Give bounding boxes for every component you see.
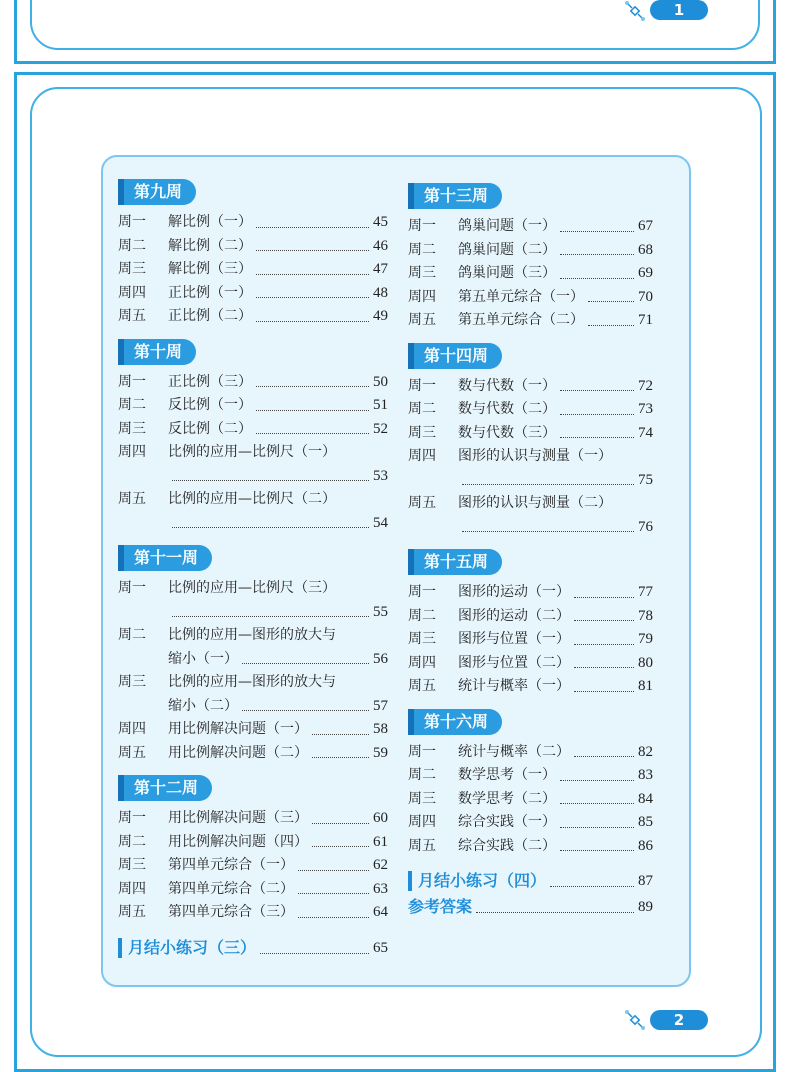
entry-title: 统计与概率（一） — [458, 678, 570, 694]
entry-page: 75 — [638, 471, 653, 488]
section-entry — [118, 935, 388, 961]
entry-day: 周二 — [118, 397, 146, 413]
week-heading: 第十一周 — [118, 545, 212, 571]
entry-title: 鸽巢问题（三） — [458, 265, 556, 281]
week-heading: 第十六周 — [408, 709, 502, 735]
entry-page: 73 — [638, 401, 653, 417]
toc-entry-continued — [118, 465, 388, 489]
entry-page: 81 — [638, 678, 653, 694]
entry-page: 55 — [373, 603, 388, 620]
toc-entry — [118, 441, 388, 465]
toc-entry — [408, 309, 653, 333]
toc-entry — [408, 764, 653, 788]
toc-entry — [408, 422, 653, 446]
entry-day: 周三 — [408, 424, 436, 441]
entry-day: 周五 — [408, 495, 436, 511]
entry-title-line2: 缩小（二） — [168, 697, 238, 714]
entry-day: 周三 — [118, 420, 146, 437]
dot-leader — [574, 667, 634, 668]
dot-leader — [298, 870, 369, 871]
dot-leader — [298, 893, 369, 894]
entry-page: 45 — [373, 214, 388, 230]
entry-day: 周四 — [408, 288, 436, 305]
top-page-number: 1 — [650, 0, 708, 20]
entry-title: 数学思考（一） — [458, 767, 556, 783]
toc-entry — [408, 286, 653, 310]
dot-leader — [550, 886, 634, 887]
dot-leader — [574, 597, 634, 598]
dot-leader — [574, 756, 634, 757]
entry-page: 54 — [373, 514, 388, 531]
entry-title: 鸽巢问题（一） — [458, 218, 556, 234]
entry-page: 48 — [373, 284, 388, 301]
entry-page: 60 — [373, 810, 388, 826]
entry-day: 周一 — [118, 214, 146, 230]
toc-entry — [118, 394, 388, 418]
entry-day: 周三 — [118, 261, 146, 277]
entry-title: 图形的运动（一） — [458, 584, 570, 600]
toc-entry — [408, 652, 653, 676]
section-page: 87 — [638, 873, 653, 889]
toc-entry — [118, 418, 388, 442]
toc-entry — [408, 215, 653, 239]
toc-left-column — [118, 179, 388, 961]
week-heading: 第十二周 — [118, 775, 212, 801]
entry-page: 70 — [638, 288, 653, 305]
entry-day: 周三 — [408, 790, 436, 807]
section-entry — [408, 868, 653, 894]
toc-entry — [118, 577, 388, 601]
section-title: 月结小练习（三） — [128, 937, 257, 957]
toc-entry — [408, 811, 653, 835]
toc-entry — [118, 901, 388, 925]
toc-entry-continued — [118, 695, 388, 719]
entry-page: 64 — [373, 904, 388, 920]
entry-title: 第四单元综合（一） — [168, 857, 294, 873]
toc-entry — [408, 605, 653, 629]
entry-day: 周一 — [408, 218, 436, 234]
week-heading: 第十四周 — [408, 343, 502, 369]
dot-leader — [560, 254, 634, 255]
dot-leader — [256, 433, 369, 434]
entry-page: 51 — [373, 397, 388, 413]
dot-leader — [172, 616, 369, 617]
entry-title: 第五单元综合（二） — [458, 312, 584, 328]
answers-entry — [408, 894, 653, 920]
entry-page: 46 — [373, 237, 388, 254]
dot-leader — [560, 278, 634, 279]
entry-title: 正比例（一） — [168, 284, 252, 301]
entry-page: 84 — [638, 790, 653, 807]
dot-leader — [574, 620, 634, 621]
toc-entry-continued — [118, 648, 388, 672]
dot-leader — [256, 321, 369, 322]
dot-leader — [256, 386, 369, 387]
entry-page: 77 — [638, 584, 653, 600]
entry-title: 用比例解决问题（一） — [168, 721, 308, 737]
entry-title: 正比例（二） — [168, 308, 252, 324]
dot-leader — [256, 227, 369, 228]
entry-page: 56 — [373, 650, 388, 667]
entry-page: 50 — [373, 373, 388, 390]
entry-day: 周三 — [408, 265, 436, 281]
week-heading: 第十三周 — [408, 183, 502, 209]
entry-day: 周五 — [408, 678, 436, 694]
entry-page: 59 — [373, 744, 388, 761]
entry-page: 71 — [638, 312, 653, 328]
entry-page: 68 — [638, 241, 653, 258]
entry-title: 图形的认识与测量（一） — [458, 448, 612, 464]
entry-day: 周五 — [118, 308, 146, 324]
entry-page: 69 — [638, 265, 653, 281]
entry-title: 比例的应用—比例尺（三） — [168, 580, 336, 596]
toc-entry — [408, 262, 653, 286]
entry-title: 解比例（三） — [168, 261, 252, 277]
entry-page: 67 — [638, 218, 653, 234]
entry-page: 78 — [638, 607, 653, 624]
entry-page: 61 — [373, 833, 388, 850]
toc-entry — [118, 807, 388, 831]
toc-entry — [118, 371, 388, 395]
entry-title: 数与代数（二） — [458, 401, 556, 417]
toc-entry — [118, 624, 388, 648]
toc-entry — [118, 718, 388, 742]
section-bar — [118, 938, 122, 958]
entry-day: 周五 — [118, 904, 146, 920]
toc-entry — [408, 492, 653, 516]
entry-title: 比例的应用—图形的放大与 — [168, 674, 336, 690]
dot-leader — [588, 325, 634, 326]
week-heading: 第十五周 — [408, 549, 502, 575]
toc-entry-continued — [408, 516, 653, 540]
toc-entry-continued — [408, 469, 653, 493]
toc-entry — [118, 488, 388, 512]
entry-title: 鸽巢问题（二） — [458, 241, 556, 258]
entry-title: 比例的应用—比例尺（二） — [168, 491, 336, 507]
toc-entry-continued — [118, 601, 388, 625]
dot-leader — [312, 846, 369, 847]
entry-page: 79 — [638, 631, 653, 647]
dot-leader — [560, 414, 634, 415]
week-heading: 第十周 — [118, 339, 196, 365]
toc-entry — [118, 671, 388, 695]
entry-day: 周一 — [118, 580, 146, 596]
answers-page: 89 — [638, 899, 653, 915]
entry-title: 数与代数（三） — [458, 424, 556, 441]
satellite-icon — [624, 1009, 646, 1031]
entry-day: 周四 — [118, 444, 146, 460]
toc-entry — [408, 628, 653, 652]
page-number: 2 — [650, 1010, 708, 1030]
dot-leader — [560, 390, 634, 391]
entry-day: 周三 — [118, 674, 146, 690]
entry-title: 正比例（三） — [168, 373, 252, 390]
dot-leader — [560, 231, 634, 232]
entry-day: 周四 — [408, 814, 436, 830]
entry-page: 76 — [638, 518, 653, 535]
section-page: 65 — [373, 939, 388, 956]
entry-page: 47 — [373, 261, 388, 277]
entry-title: 用比例解决问题（三） — [168, 810, 308, 826]
entry-title: 比例的应用—比例尺（一） — [168, 444, 336, 460]
spacer — [408, 333, 653, 343]
spacer — [118, 535, 388, 545]
entry-day: 周一 — [118, 810, 146, 826]
entry-title: 解比例（二） — [168, 237, 252, 254]
entry-title: 统计与概率（二） — [458, 743, 570, 760]
entry-day: 周二 — [118, 627, 146, 643]
entry-page: 72 — [638, 377, 653, 394]
spacer — [408, 539, 653, 549]
toc-right-column — [408, 183, 653, 920]
entry-day: 周四 — [118, 880, 146, 897]
entry-page: 74 — [638, 424, 653, 441]
entry-title: 综合实践（一） — [458, 814, 556, 830]
entry-title: 反比例（二） — [168, 420, 252, 437]
dot-leader — [560, 850, 634, 851]
entry-title: 图形与位置（二） — [458, 654, 570, 671]
entry-day: 周四 — [408, 654, 436, 671]
entry-title: 比例的应用—图形的放大与 — [168, 627, 336, 643]
dot-leader — [312, 823, 369, 824]
entry-page: 85 — [638, 814, 653, 830]
dot-leader — [172, 527, 369, 528]
entry-page: 53 — [373, 467, 388, 484]
spacer — [118, 925, 388, 935]
dot-leader — [260, 953, 369, 954]
entry-day: 周二 — [118, 833, 146, 850]
entry-title: 图形的认识与测量（二） — [458, 495, 612, 511]
week-heading: 第九周 — [118, 179, 196, 205]
toc-entry — [408, 239, 653, 263]
entry-day: 周二 — [408, 401, 436, 417]
entry-day: 周二 — [408, 767, 436, 783]
entry-day: 周二 — [408, 241, 436, 258]
dot-leader — [256, 274, 369, 275]
entry-day: 周四 — [408, 448, 436, 464]
toc-entry-continued — [118, 512, 388, 536]
dot-leader — [462, 531, 634, 532]
entry-title: 用比例解决问题（四） — [168, 833, 308, 850]
satellite-icon — [624, 0, 646, 22]
entry-day: 周二 — [118, 237, 146, 254]
toc-entry — [408, 788, 653, 812]
dot-leader — [312, 734, 369, 735]
entry-day: 周五 — [118, 491, 146, 507]
entry-title: 数与代数（一） — [458, 377, 556, 394]
entry-title: 图形与位置（一） — [458, 631, 570, 647]
entry-day: 周一 — [408, 377, 436, 394]
dot-leader — [462, 484, 634, 485]
entry-day: 周三 — [408, 631, 436, 647]
entry-title: 用比例解决问题（二） — [168, 744, 308, 761]
entry-day: 周一 — [408, 743, 436, 760]
toc-entry — [118, 742, 388, 766]
entry-page: 58 — [373, 721, 388, 737]
toc-entry — [408, 398, 653, 422]
entry-page: 86 — [638, 837, 653, 854]
toc-entry — [118, 878, 388, 902]
dot-leader — [476, 912, 634, 913]
entry-day: 周四 — [118, 721, 146, 737]
dot-leader — [560, 437, 634, 438]
entry-title: 解比例（一） — [168, 214, 252, 230]
spacer — [118, 765, 388, 775]
entry-title: 图形的运动（二） — [458, 607, 570, 624]
entry-page: 63 — [373, 880, 388, 897]
entry-day: 周一 — [118, 373, 146, 390]
answers-title: 参考答案 — [408, 897, 473, 916]
entry-title: 综合实践（二） — [458, 837, 556, 854]
entry-day: 周五 — [408, 312, 436, 328]
entry-day: 周四 — [118, 284, 146, 301]
entry-page: 52 — [373, 420, 388, 437]
toc-entry — [408, 375, 653, 399]
dot-leader — [172, 480, 369, 481]
section-title: 月结小练习（四） — [418, 871, 547, 890]
toc-entry — [408, 675, 653, 699]
entry-day: 周三 — [118, 857, 146, 873]
toc-entry — [408, 835, 653, 859]
toc-entry — [408, 445, 653, 469]
entry-page: 57 — [373, 697, 388, 714]
toc-entry — [408, 741, 653, 765]
dot-leader — [560, 803, 634, 804]
dot-leader — [242, 663, 369, 664]
dot-leader — [256, 297, 369, 298]
entry-day: 周二 — [408, 607, 436, 624]
entry-day: 周五 — [118, 744, 146, 761]
spacer — [408, 858, 653, 868]
dot-leader — [256, 410, 369, 411]
entry-page: 82 — [638, 743, 653, 760]
dot-leader — [312, 757, 369, 758]
entry-page: 80 — [638, 654, 653, 671]
entry-day: 周一 — [408, 584, 436, 600]
entry-page: 49 — [373, 308, 388, 324]
toc-entry — [118, 305, 388, 329]
toc-entry — [118, 282, 388, 306]
entry-title: 第四单元综合（二） — [168, 880, 294, 897]
toc-entry — [118, 235, 388, 259]
entry-title-line2: 缩小（一） — [168, 650, 238, 667]
dot-leader — [298, 917, 369, 918]
dot-leader — [560, 780, 634, 781]
toc-entry — [118, 258, 388, 282]
dot-leader — [242, 710, 369, 711]
toc-panel — [101, 155, 691, 987]
toc-entry — [118, 831, 388, 855]
entry-title: 反比例（一） — [168, 397, 252, 413]
entry-page: 83 — [638, 767, 653, 783]
toc-entry — [118, 211, 388, 235]
dot-leader — [256, 250, 369, 251]
dot-leader — [574, 691, 634, 692]
entry-title: 第五单元综合（一） — [458, 288, 584, 305]
dot-leader — [588, 301, 634, 302]
entry-page: 62 — [373, 857, 388, 873]
dot-leader — [574, 644, 634, 645]
toc-entry — [408, 581, 653, 605]
dot-leader — [560, 827, 634, 828]
entry-day: 周五 — [408, 837, 436, 854]
toc-entry — [118, 854, 388, 878]
entry-title: 第四单元综合（三） — [168, 904, 294, 920]
section-bar — [408, 871, 412, 891]
spacer — [118, 329, 388, 339]
entry-title: 数学思考（二） — [458, 790, 556, 807]
spacer — [408, 699, 653, 709]
